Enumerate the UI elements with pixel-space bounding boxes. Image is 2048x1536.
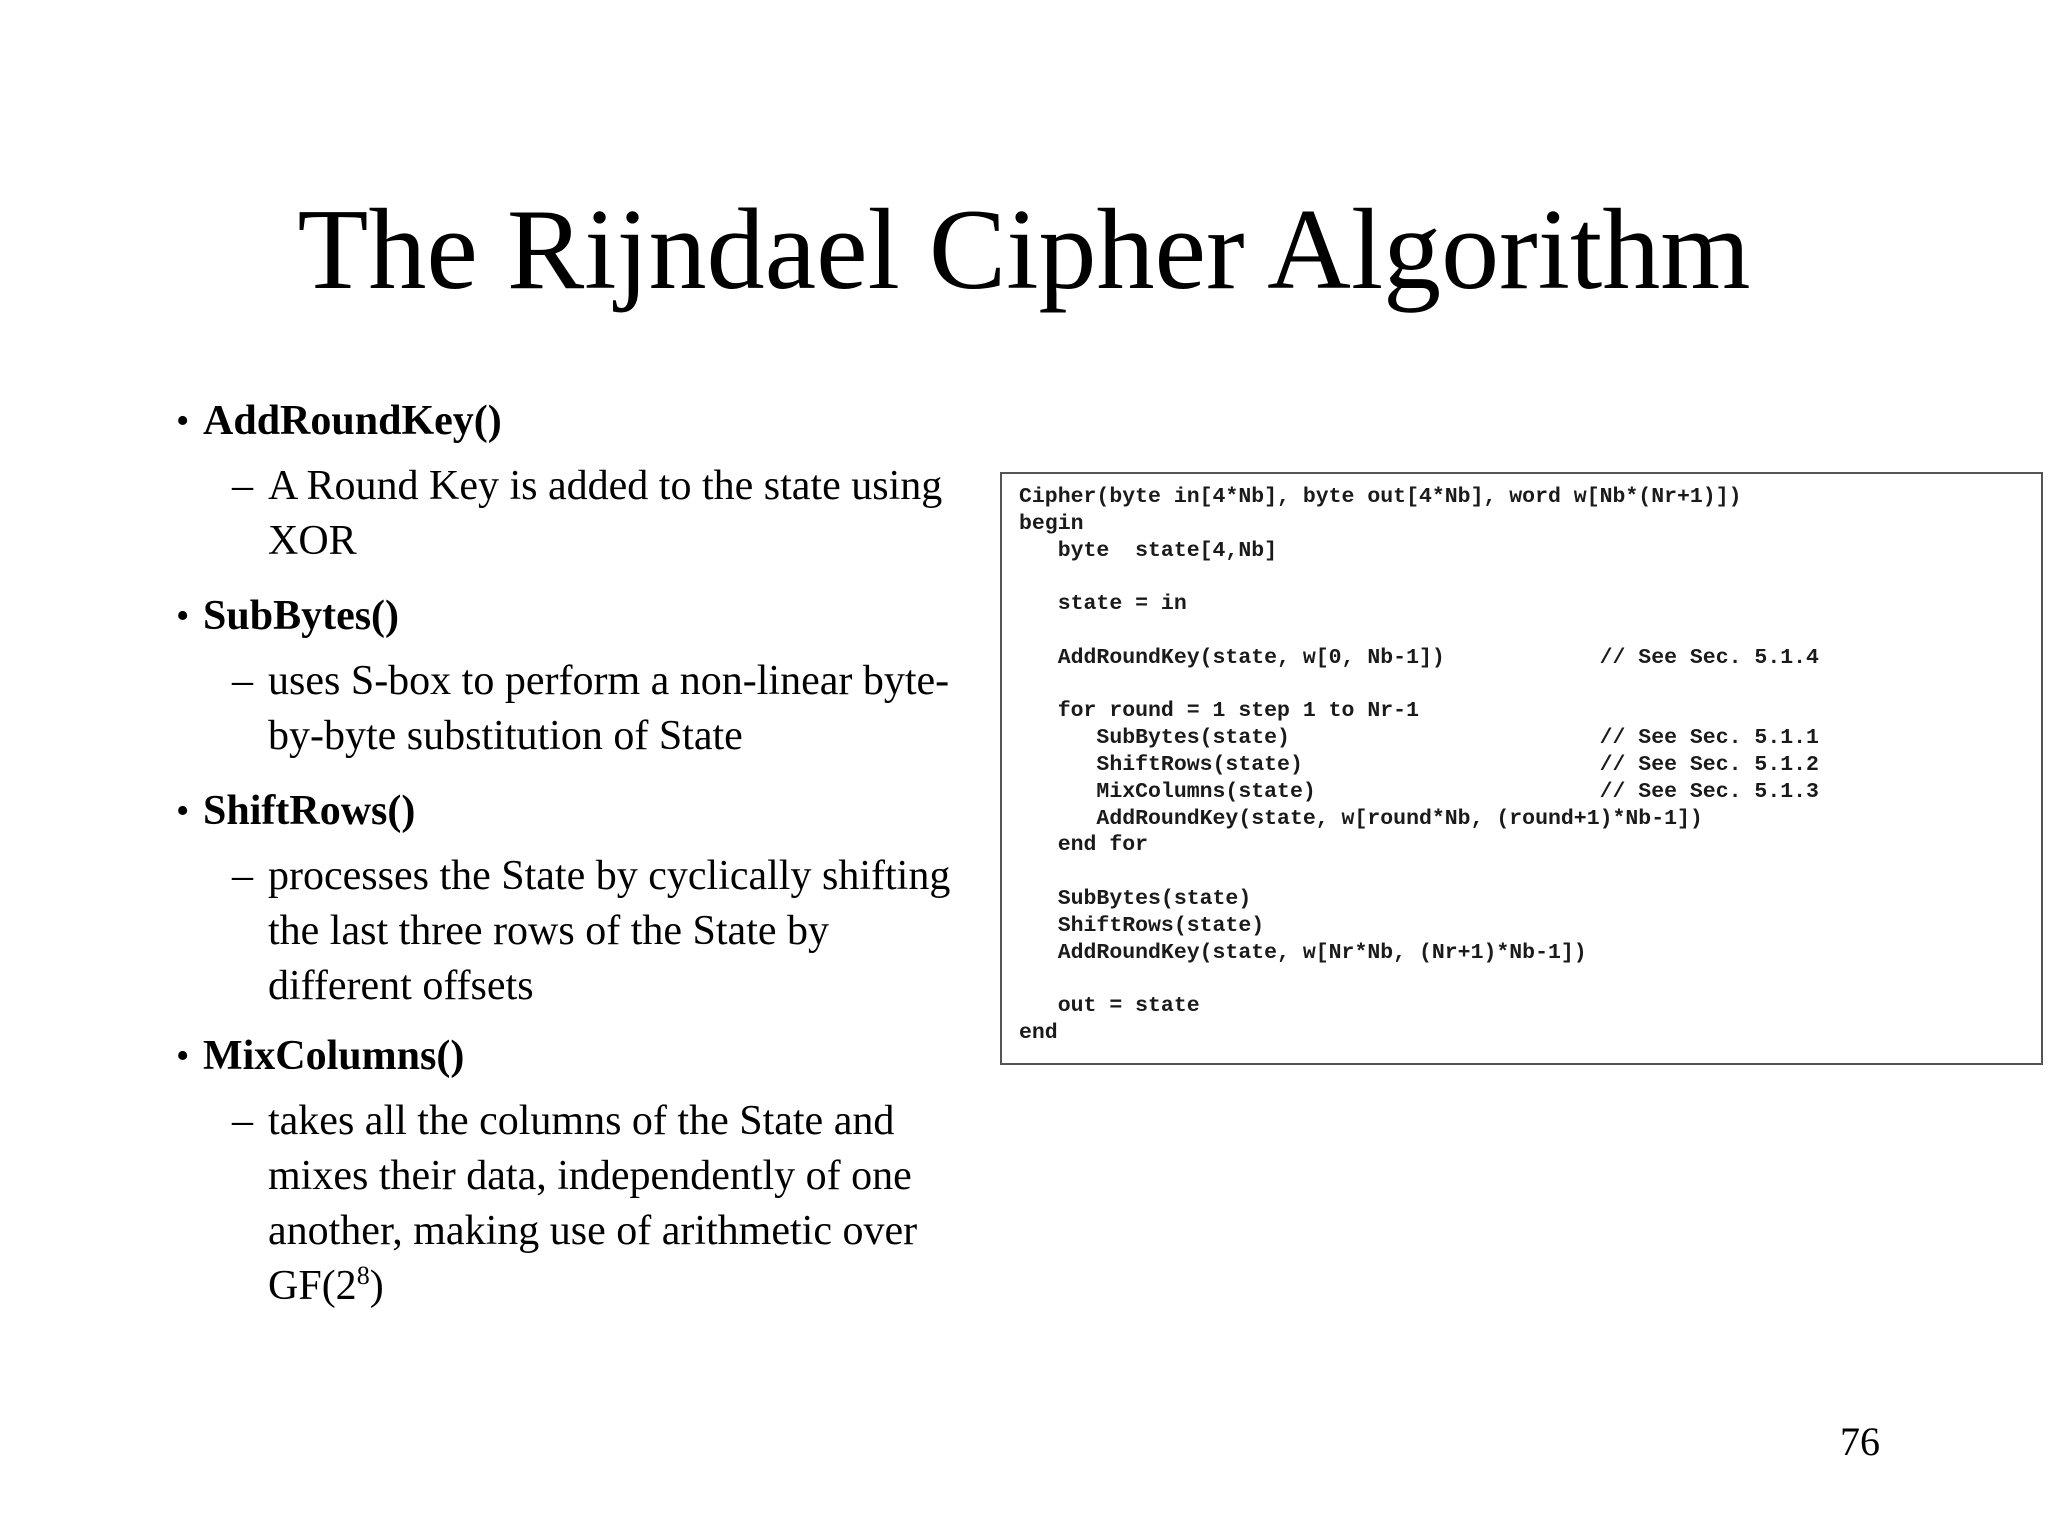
bullet-subbytes	[170, 590, 980, 785]
sub-bullet	[232, 1094, 980, 1314]
code-line	[1019, 859, 1819, 886]
code-line: AddRoundKey(state, w[Nr*Nb, (Nr+1)*Nb-1])	[1019, 940, 1587, 965]
superscript-exponent: 8	[356, 1261, 370, 1290]
code-line: begin	[1019, 511, 1084, 536]
dash-icon: –	[232, 463, 253, 509]
bullet-heading: ShiftRows()	[203, 788, 416, 834]
bullet-heading: SubBytes()	[203, 593, 400, 639]
code-line: end	[1019, 1020, 1058, 1045]
sub-bullet-text: A Round Key is added to the state using XOR	[268, 463, 943, 564]
code-line: end for	[1019, 833, 1149, 858]
sub-bullet	[232, 654, 980, 764]
code-line: AddRoundKey(state, w[round*Nb, (round+1)*Nb-1])	[1019, 806, 1703, 831]
code-line: out = state	[1019, 994, 1200, 1019]
bullet-heading: MixColumns()	[203, 1033, 465, 1079]
dash-icon: –	[232, 658, 253, 704]
code-line: SubBytes(state) // See Sec. 5.1.1	[1019, 726, 1819, 751]
slide-title: The Rijndael Cipher Algorithm	[297, 186, 1751, 314]
bullet-icon: •	[176, 400, 190, 442]
pseudocode-listing	[1019, 484, 1819, 1047]
sub-bullet	[232, 459, 980, 569]
code-line: Cipher(byte in[4*Nb], byte out[4*Nb], word w[Nb*(Nr+1)])	[1019, 485, 1742, 509]
sub-bullet-text: uses S-box to perform a non-linear byte-by-byte substitution of State	[268, 658, 950, 759]
code-line	[1019, 966, 1819, 993]
page-number: 76	[1840, 1419, 1880, 1464]
bullet-list	[170, 395, 980, 1330]
code-line: MixColumns(state) // See Sec. 5.1.3	[1019, 779, 1819, 804]
bullet-icon: •	[176, 790, 190, 832]
code-line: for round = 1 step 1 to Nr-1	[1019, 699, 1419, 724]
sub-bullet-text-main: takes all the columns of the State and mixes their data, independently of one another, making use of arithmetic over GF(2	[268, 1098, 918, 1309]
pseudocode-box	[1000, 472, 2043, 1065]
code-line: AddRoundKey(state, w[0, Nb-1]) // See Sec. 5.1.4	[1019, 645, 1819, 670]
sub-bullet-text: processes the State by cyclically shifting the last three rows of the State by different offsets	[268, 853, 951, 1009]
code-line: SubBytes(state)	[1019, 886, 1252, 911]
bullet-heading: AddRoundKey()	[203, 398, 502, 444]
sub-bullet	[232, 849, 980, 1014]
code-line	[1019, 672, 1819, 699]
code-line	[1019, 618, 1819, 645]
bullet-icon: •	[176, 1035, 190, 1077]
bullet-mixcolumns	[170, 1030, 980, 1330]
code-line: state = in	[1019, 592, 1187, 617]
dash-icon: –	[232, 853, 253, 899]
code-line: byte state[4,Nb]	[1019, 538, 1278, 563]
bullet-shiftrows	[170, 785, 980, 1030]
sub-bullet-text	[268, 1098, 917, 1309]
code-line	[1019, 564, 1819, 591]
code-line: ShiftRows(state)	[1019, 913, 1265, 938]
code-line: ShiftRows(state) // See Sec. 5.1.2	[1019, 752, 1819, 777]
bullet-addroundkey	[170, 395, 980, 590]
bullet-icon: •	[176, 595, 190, 637]
dash-icon: –	[232, 1098, 253, 1144]
sub-bullet-text-end: )	[369, 1263, 384, 1309]
